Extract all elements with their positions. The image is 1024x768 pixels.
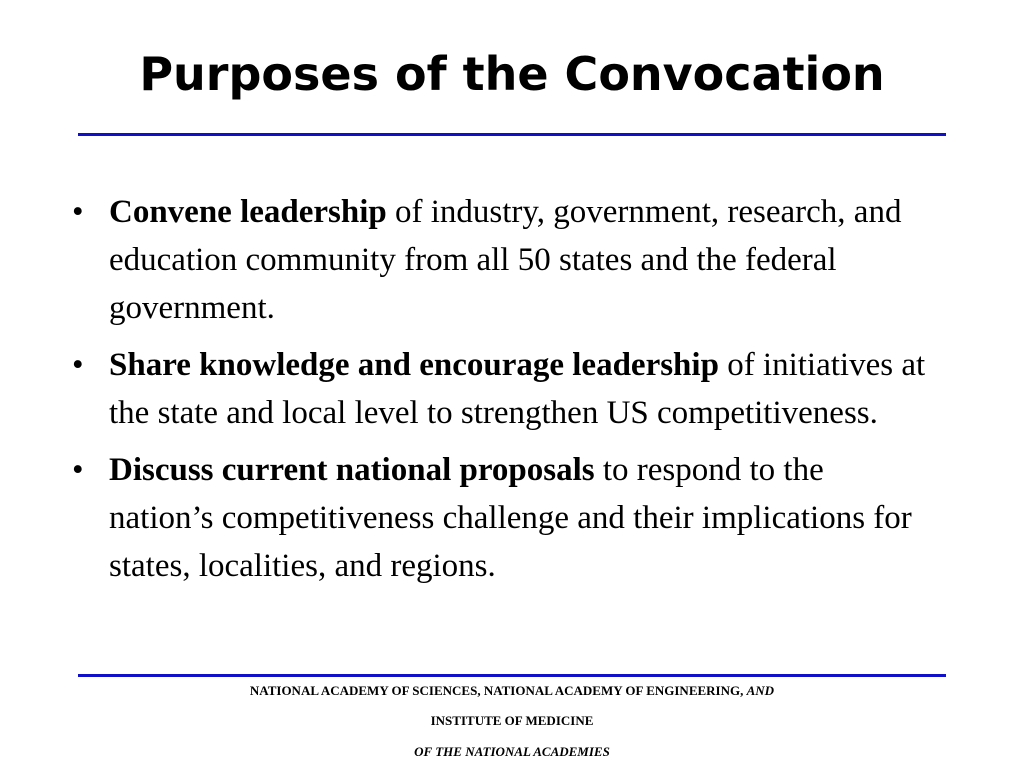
bullet-marker: •	[72, 452, 84, 488]
bottom-divider	[78, 674, 946, 677]
bullet-lead: Convene leadership	[109, 194, 387, 230]
bullet-text: to respond to the nation’s competitiveness challenge and their implications for states, localities, and regions.	[109, 452, 912, 584]
bullet-item	[72, 446, 932, 590]
bullet-marker: •	[72, 194, 84, 230]
footer-line-1-text: NATIONAL ACADEMY OF SCIENCES, NATIONAL ACADEMY OF ENGINEERING,	[249, 683, 747, 698]
bullet-marker: •	[72, 347, 84, 383]
slide-title: Purposes of the Convocation	[139, 47, 885, 101]
top-divider	[78, 133, 946, 136]
footer-line-2: INSTITUTE OF MEDICINE	[430, 713, 594, 728]
footer-line-1-italic: AND	[746, 683, 775, 698]
footer-line-1	[0, 683, 1024, 699]
bullet-lead: Discuss current national proposals	[109, 452, 595, 488]
bullet-item	[72, 188, 932, 332]
footer-line-3: OF THE NATIONAL ACADEMIES	[414, 744, 610, 759]
bullet-item	[72, 341, 932, 437]
bullet-text: of industry, government, research, and education community from all 50 states and the federal government.	[109, 194, 902, 326]
bullet-lead: Share knowledge and encourage leadership	[109, 347, 719, 383]
bullet-text: of initiatives at the state and local level to strengthen US competitiveness.	[109, 347, 926, 431]
bullet-list	[72, 188, 932, 599]
